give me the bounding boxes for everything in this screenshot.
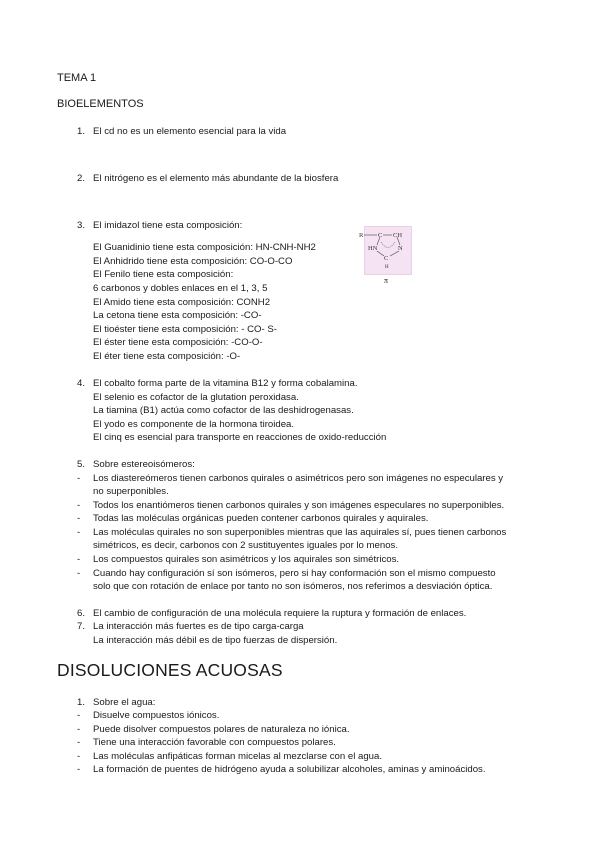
atom-label: C <box>384 255 389 262</box>
question-text: Sobre el agua: <box>93 697 156 708</box>
question-number: 2. <box>77 173 86 184</box>
question-number: 1. <box>77 126 86 137</box>
question-number: 5. <box>77 459 86 470</box>
atom-label: HN <box>368 245 378 252</box>
bullet-text: Los diastereómeros tienen carbonos quirales o asimétricos pero son imágenes no especulares y <box>93 473 504 484</box>
bullet-dash: - <box>77 527 81 538</box>
answer-line: El éster tiene esta composición: -CO-O- <box>93 337 263 348</box>
atom-label: C <box>378 232 383 239</box>
question-number: 7. <box>77 621 86 632</box>
answer-line: El Guanidinio tiene esta composición: HN-CNH-NH2 <box>93 242 316 253</box>
section-heading-bioelementos: BIOELEMENTOS <box>57 98 144 110</box>
imidazole-structure-image <box>359 226 412 275</box>
bullet-text: no superponibles. <box>93 486 169 497</box>
bullet-dash: - <box>77 737 81 748</box>
bullet-dash: - <box>77 513 81 524</box>
bullet-dash: - <box>77 724 81 735</box>
question-number: 3. <box>77 220 86 231</box>
question-number: 6. <box>77 608 86 619</box>
bullet-text: Cuando hay configuración sí son isómeros, pero si hay conformación son el mismo compuesto <box>93 568 496 579</box>
answer-line: La tiamina (B1) actúa como cofactor de las deshidrogenasas. <box>93 405 354 416</box>
answer-line: El éter tiene esta composición: -O- <box>93 351 241 362</box>
atom-label: H <box>385 265 389 270</box>
bullet-dash: - <box>77 568 81 579</box>
bullet-dash: - <box>77 710 81 721</box>
answer-line: La interacción más débil es de tipo fuerzas de dispersión. <box>93 635 338 646</box>
bullet-text: Todas las moléculas orgánicas pueden contener carbonos quirales y aquirales. <box>93 513 429 524</box>
answer-line: El selenio es cofactor de la glutation peroxidasa. <box>93 392 299 403</box>
answer-line: El cobalto forma parte de la vitamina B12 y forma cobalamina. <box>93 378 358 389</box>
section-heading-disoluciones: DISOLUCIONES ACUOSAS <box>57 660 283 680</box>
atom-label: CH <box>393 232 403 239</box>
bullet-dash: - <box>77 751 81 762</box>
question-text: El nitrógeno es el elemento más abundante de la biosfera <box>93 173 339 184</box>
bullet-text: La formación de puentes de hidrógeno ayuda a solubilizar alcoholes, aminas y aminoácidos. <box>93 764 486 775</box>
atom-label: R <box>359 232 364 239</box>
imidazole-ring-drawing <box>359 227 411 274</box>
question-number: 1. <box>77 697 86 708</box>
answer-line: El Fenilo tiene esta composición: <box>93 269 234 280</box>
bullet-text: Tiene una interacción favorable con compuestos polares. <box>93 737 336 748</box>
question-text: El cd no es un elemento esencial para la vida <box>93 126 287 137</box>
bullet-dash: - <box>77 473 81 484</box>
answer-line: La interacción más fuertes es de tipo carga-carga <box>93 621 304 632</box>
bullet-dash: - <box>77 500 81 511</box>
bullet-text: simétricos, es decir, carbonos con 2 sustituyentes iguales por lo menos. <box>93 540 399 551</box>
answer-line: La cetona tiene esta composición: -CO- <box>93 310 262 321</box>
answer-line: El Anhidrido tiene esta composición: CO-O-CO <box>93 256 293 267</box>
bullet-dash: - <box>77 764 81 775</box>
bullet-text: Disuelve compuestos iónicos. <box>93 710 220 721</box>
bullet-dash: - <box>77 554 81 565</box>
question-text: El cambio de configuración de una molécula requiere la ruptura y formación de enlaces. <box>93 608 467 619</box>
answer-line: 6 carbonos y dobles enlaces en el 1, 3, 5 <box>93 283 268 294</box>
bullet-text: Las moléculas quirales no son superponibles mientras que las aquirales sí, pues tienen carbonos <box>93 527 507 538</box>
bullet-text: Los compuestos quirales son asimétricos y los aquirales son simétricos. <box>93 554 400 565</box>
answer-line: El yodo es componente de la hormona tiroidea. <box>93 419 295 430</box>
bullet-text: Todos los enantiómeros tienen carbonos quirales y son imágenes especulares no superponibles. <box>93 500 505 511</box>
question-text: Sobre estereoisómeros: <box>93 459 195 470</box>
question-number: 4. <box>77 378 86 389</box>
answer-line: El Amido tiene esta composición: CONH2 <box>93 297 271 308</box>
question-text: El imidazol tiene esta composición: <box>93 220 243 231</box>
bullet-text: Las moléculas anfipáticas forman micelas al mezclarse con el agua. <box>93 751 383 762</box>
answer-line: El cinq es esencial para transporte en reacciones de oxido-reducción <box>93 432 387 443</box>
bullet-text: solo que con rotación de enlace por tanto no son isómeros, nos referimos a desviación óptica. <box>93 581 493 592</box>
atom-label: N <box>398 245 403 252</box>
pi-label: π <box>384 276 389 285</box>
answer-line: El tioéster tiene esta composición: - CO- S- <box>93 324 277 335</box>
document-title: TEMA 1 <box>57 72 97 84</box>
bullet-text: Puede disolver compuestos polares de naturaleza no iónica. <box>93 724 350 735</box>
